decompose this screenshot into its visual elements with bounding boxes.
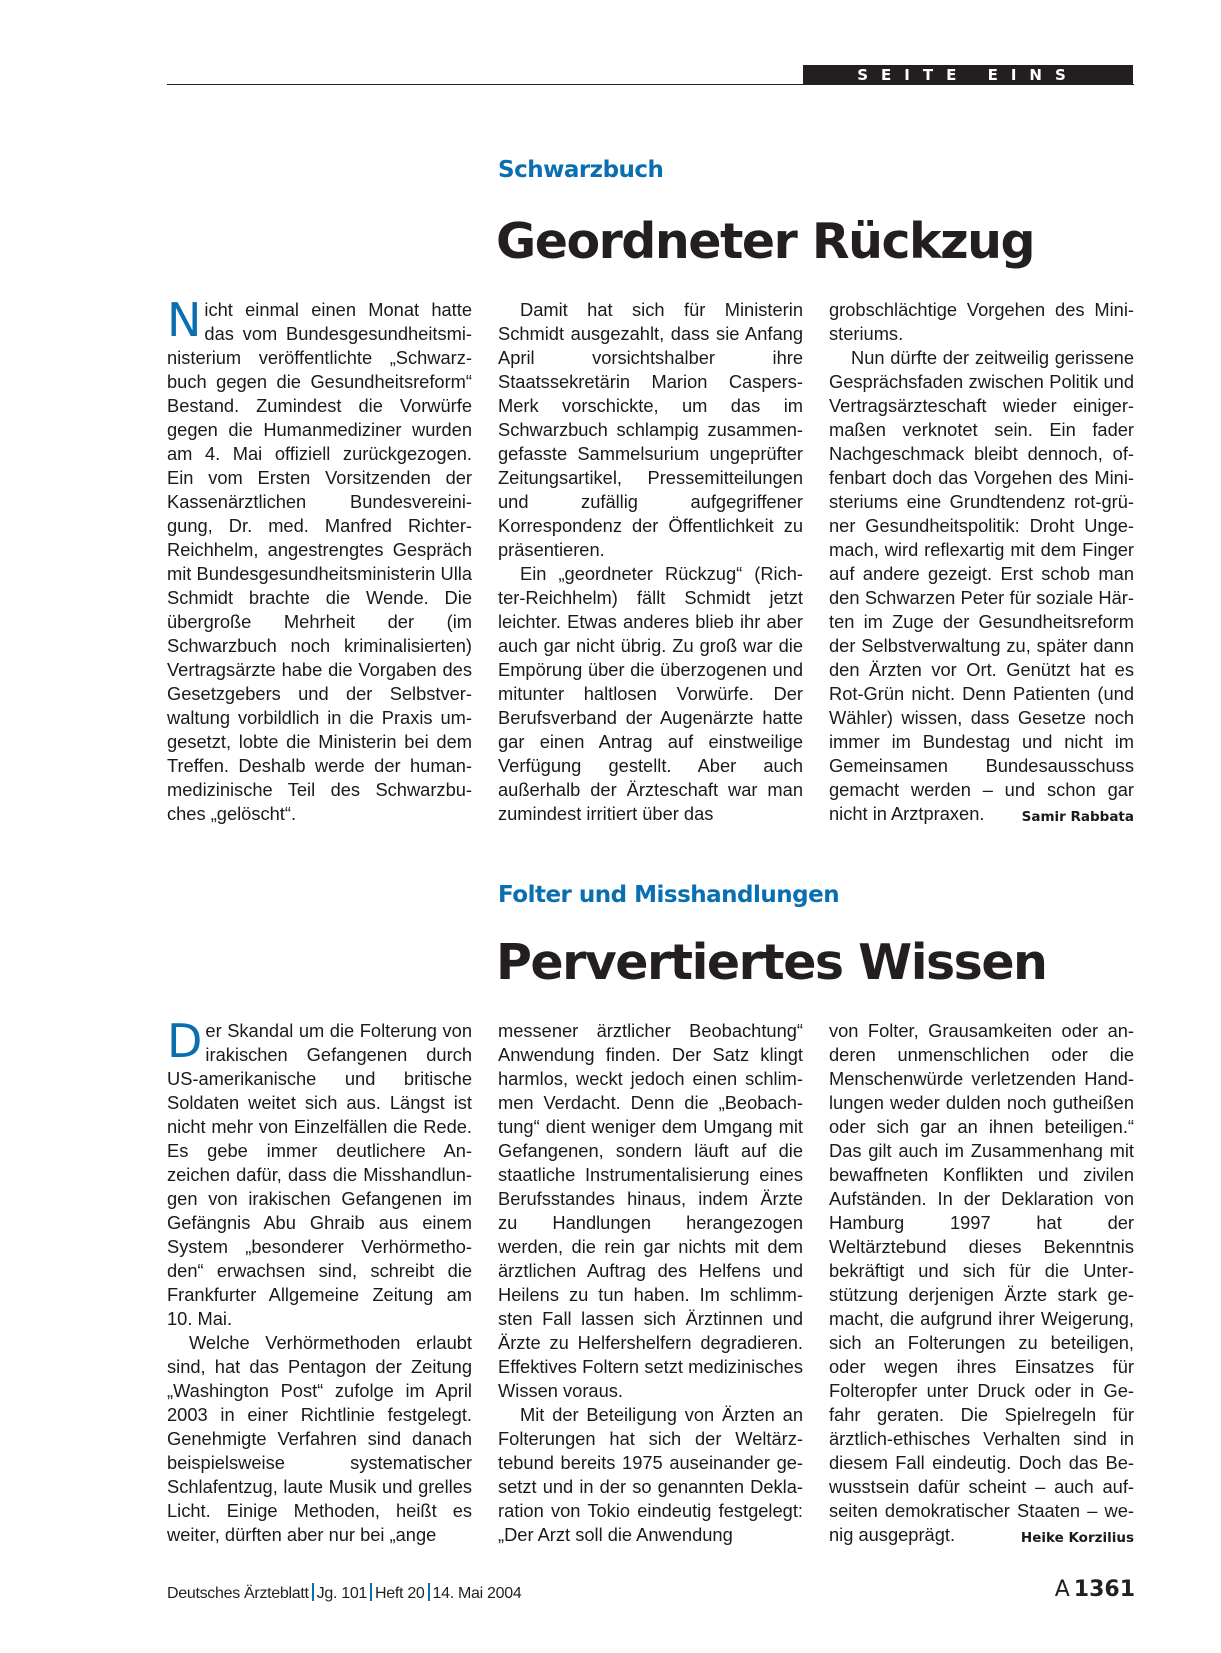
article1-column-2 <box>498 298 803 826</box>
page-number <box>1055 1577 1135 1602</box>
page-number-value: 1361 <box>1073 1577 1135 1602</box>
article2-col1-text: er Skandal um die Folterung von irakischen Gefangenen durch US-amerikanische und britische Soldaten weitet sich aus. Längst ist nicht mehr von Einzelfällen die Rede. Es gebe immer deutlichere Anzeichen dafür, dass die Misshandlungen von irakischen Gefangenen im Gefängnis Abu Ghraib aus einem System „besonderer Verhörmethoden“ erwachsen sind, schreibt die Frankfurter Allgemeine Zeitung am 10. Mai. <box>167 1020 472 1329</box>
article2-column-2 <box>498 1019 803 1547</box>
article1-kicker: Schwarzbuch <box>498 157 664 183</box>
footer-separator <box>312 1583 314 1601</box>
article1-col2-para1: Damit hat sich für Ministerin Schmidt ausgezahlt, dass sie Anfang April vorsichtshalber ihre Staatssekretärin Marion Caspers-Merk vorschickte, um das im Schwarzbuch schlampig zusammengefasste Sammelsurium ungeprüfter Zeitungsartikel, Pressemitteilungen und zufällig aufgegriffener Korrespondenz der Öffentlichkeit zu präsentieren. <box>498 299 803 560</box>
article1-col1-text: icht einmal einen Monat hatte das vom Bundesgesundheitsministerium veröffentlichte „Schwarzbuch gegen die Gesundheitsreform“ Bestand. Zumindest die Vorwürfe gegen die Humanmediziner wurden am 4. Mai offiziell zurückgezogen. Ein vom Ersten Vorsitzenden der Kassenärztlichen Bundesvereinigung, Dr. med. Manfred Richter-Reichhelm, angestrengtes Gespräch mit Bundesgesundheitsministerin Ulla Schmidt brachte die Wende. Die übergroße Mehrheit der (im Schwarzbuch noch kriminalisierten) Vertragsärzte habe die Vorgaben des Gesetzgebers und der Selbstverwaltung vorbildlich in die Praxis umgesetzt, lobte die Ministerin bei dem Treffen. Deshalb werde der humanmedizinische Teil des Schwarzbuches „gelöscht“. <box>167 299 472 824</box>
article2-col3-para1: von Folter, Grausamkeiten oder anderen unmenschlichen oder die Menschenwürde verletzenden Handlungen weder dulden noch gutheißen oder sich gar an ihnen beteiligen.“ Das gilt auch im Zusammenhang mit bewaffneten Konflikten und zivilen Aufständen. In der Deklaration von Hamburg 1997 hat der Weltärztebund dieses Bekenntnis bekräftigt und sich für die Unterstützung derjenigen Ärzte stark gemacht, die aufgrund ihrer Weigerung, sich an Folterungen zu beteiligen, oder wegen ihres Einsatzes für Folteropfer unter Druck oder in Gefahr geraten. Die Spielregeln für ärztlich-ethisches Verhalten sind in diesem Fall eindeutig. Doch das Bewusstsein dafür scheint – auch aufseiten demokratischer Staaten – wenig ausgeprägt. <box>829 1020 1134 1545</box>
article2-headline: Pervertiertes Wissen <box>496 934 1047 991</box>
article2-kicker: Folter und Misshandlungen <box>498 882 840 908</box>
page-letter: A <box>1054 1577 1070 1602</box>
article1-col3-para1: grobschlächtige Vorgehen des Ministeriums. <box>829 299 1134 344</box>
footer-separator <box>428 1583 430 1601</box>
article1-dropcap: N <box>167 293 202 347</box>
article1-author: Samir Rabbata <box>1021 809 1134 825</box>
article2-col2-para1: messener ärztlicher Beobachtung“ Anwendung finden. Der Satz klingt harmlos, weckt jedoch einen schlimmen Verdacht. Denn die „Beobachtung“ dient weniger dem Umgang mit Gefangenen, sondern läuft auf die staatliche Instrumentalisierung eines Berufsstandes hinaus, indem Ärzte zu Handlungen herangezogen werden, die rein gar nichts mit dem ärztlichen Auftrag des Helfens und Heilens zu tun haben. Im schlimmsten Fall lassen sich Ärztinnen und Ärzte zu Helfershelfern degradieren. Effektives Foltern setzt medizinisches Wissen voraus. <box>498 1020 803 1401</box>
article1-headline: Geordneter Rückzug <box>496 213 1035 270</box>
section-label: SEITE EINS <box>803 65 1133 85</box>
article1-col3-para2: Nun dürfte der zeitweilig gerissene Gesprächsfaden zwischen Politik und Vertragsärzteschaft wieder einigermaßen verknotet sein. Ein fader Nachgeschmack bleibt dennoch, offenbart doch das Vorgehen des Ministeriums eine Grundtendenz rot-grüner Gesundheitspolitik: Droht Ungemach, wird reflexartig mit dem Finger auf andere gezeigt. Erst schob man den Schwarzen Peter für soziale Härten im Zuge der Gesundheitsreform der Selbstverwaltung zu, später dann den Ärzten vor Ort. Genützt hat es Rot-Grün nicht. Denn Patienten (und Wähler) wissen, dass Gesetze noch immer im Bundestag und nicht im Gemeinsamen Bundesausschuss gemacht werden – und schon gar nicht in Arztpraxen. <box>829 347 1134 824</box>
article1-col2-para2: Ein „geordneter Rückzug“ (Richter-Reichhelm) fällt Schmidt jetzt leichter. Etwas anderes blieb ihr aber auch gar nicht übrig. Zu groß war die Empörung über die überzogenen und mitunter haltlosen Vorwürfe. Der Berufsverband der Augenärzte hatte gar einen Antrag auf einstweilige Verfügung gestellt. Aber auch außerhalb der Ärzteschaft war man zumindest irritiert über das <box>498 563 803 824</box>
article2-column-3 <box>829 1019 1134 1550</box>
article1-column-1 <box>167 293 472 826</box>
article2-dropcap: D <box>167 1014 203 1068</box>
article2-col1-para2: Welche Verhörmethoden erlaubt sind, hat das Pentagon der Zeitung „Washington Post“ zufolge im April 2003 in einer Richtlinie festgelegt. Genehmigte Verfahren sind danach beispielsweise systematischer Schlafentzug, laute Musik und grelles Licht. Einige Methoden, heißt es weiter, dürften aber nur bei „ange <box>167 1332 472 1545</box>
article1-column-3 <box>829 298 1134 829</box>
footer-volume: Jg. 101 <box>316 1585 368 1602</box>
footer-date: 14. Mai 2004 <box>432 1585 522 1602</box>
footer-journal: Deutsches Ärzteblatt <box>167 1585 309 1602</box>
footer-issue: Heft 20 <box>375 1585 425 1602</box>
article2-column-1 <box>167 1014 472 1547</box>
footer-citation <box>167 1583 521 1603</box>
article2-col2-para2: Mit der Beteiligung von Ärzten an Folterungen hat sich der Weltärztebund bereits 1975 auseinander gesetzt und in der so genannten Deklaration von Tokio eindeutig festgelegt: „Der Arzt soll die Anwendung <box>498 1404 803 1545</box>
article2-author: Heike Korzilius <box>1020 1530 1134 1546</box>
footer-separator <box>370 1583 372 1601</box>
